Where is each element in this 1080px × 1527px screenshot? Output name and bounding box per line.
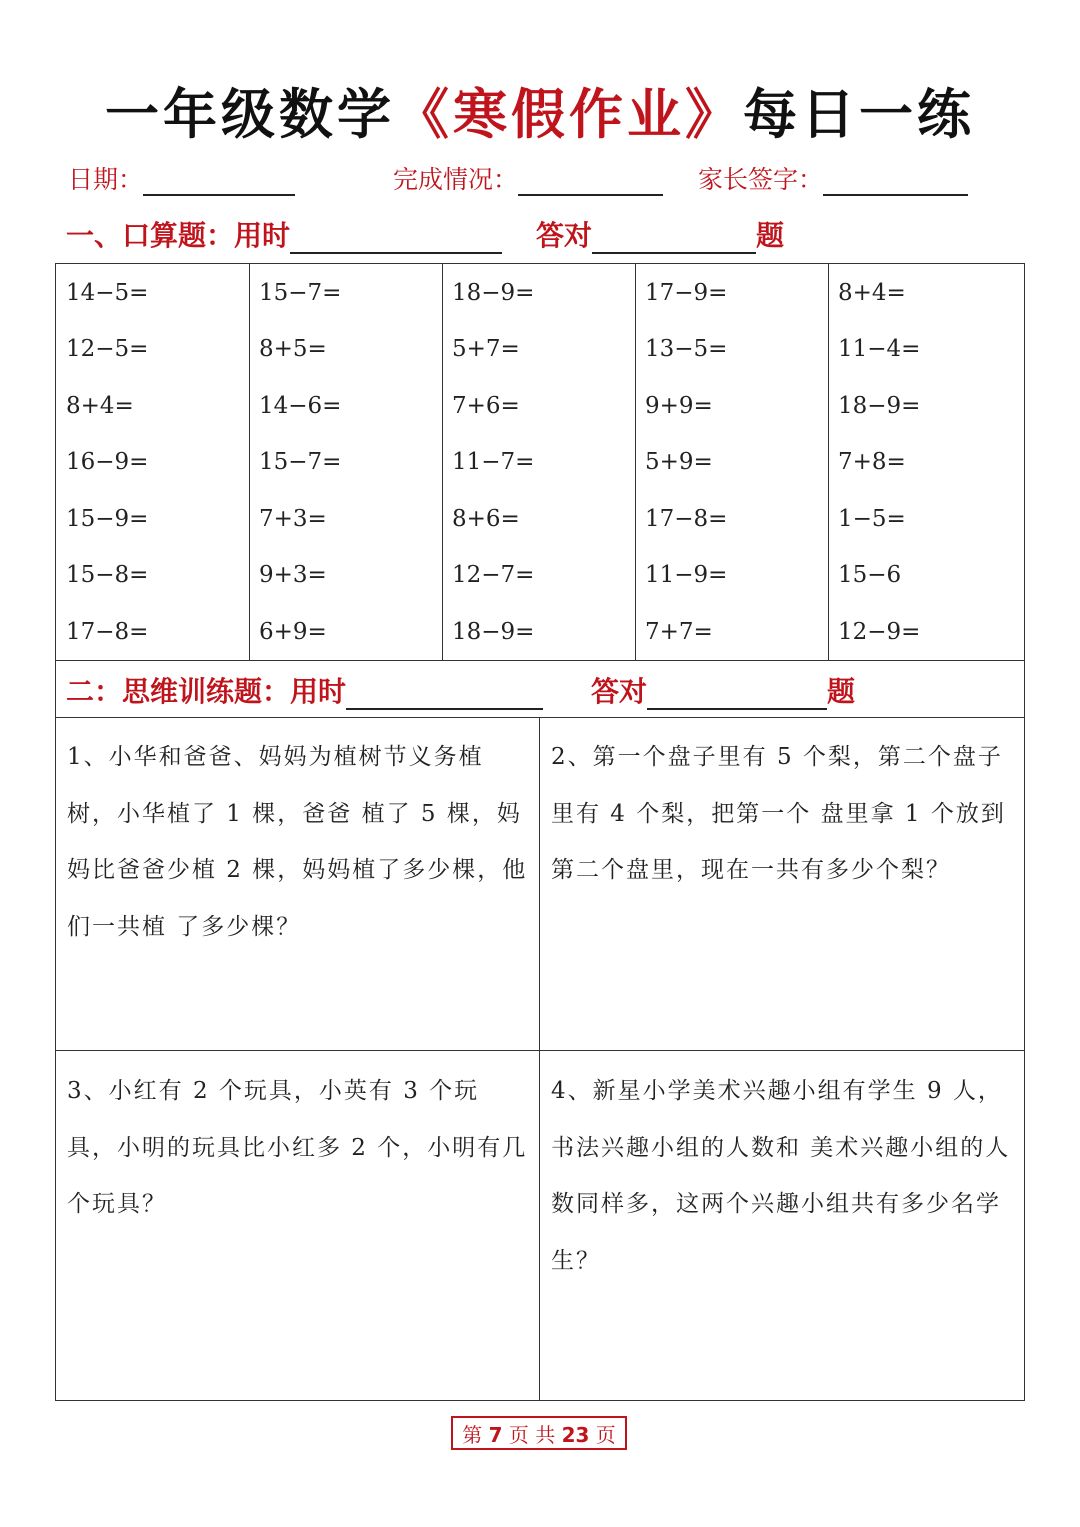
- equation: 5+9=: [645, 449, 713, 475]
- equation: 9+3=: [259, 562, 327, 588]
- current-page: 7: [488, 1423, 503, 1447]
- math-column-2: [249, 264, 443, 660]
- equation: 11−9=: [645, 562, 728, 588]
- equation: 12−5=: [66, 336, 149, 362]
- date-label: 日期：: [68, 165, 144, 194]
- problem-3: 3、小红有 2 个玩具，小英有 3 个玩具，小明的玩具比小红多 2 个，小明有几个玩具？: [67, 1078, 528, 1217]
- equation: 7+7=: [645, 619, 713, 645]
- equation: 8+4=: [66, 393, 134, 419]
- equation: 17−8=: [66, 619, 149, 645]
- section2-correct-label: 答对: [591, 675, 648, 708]
- signature-blank[interactable]: [823, 168, 968, 196]
- section1-correct-label: 答对: [536, 219, 593, 252]
- equation: 1−5=: [838, 506, 906, 532]
- equation: 18−9=: [452, 619, 535, 645]
- footer-prefix: 第: [462, 1423, 483, 1447]
- equation: 13−5=: [645, 336, 728, 362]
- section2-correct-blank[interactable]: [647, 678, 827, 710]
- section1-heading: [66, 214, 784, 254]
- equation: 15−8=: [66, 562, 149, 588]
- equation: 6+9=: [259, 619, 327, 645]
- section1-time-blank[interactable]: [290, 222, 502, 254]
- section2-heading: [66, 670, 855, 710]
- equation: 11−7=: [452, 449, 535, 475]
- math-column-5: [828, 264, 1024, 660]
- equation: 5+7=: [452, 336, 520, 362]
- equation: 12−7=: [452, 562, 535, 588]
- completion-label: 完成情况：: [393, 165, 519, 194]
- equation: 8+6=: [452, 506, 520, 532]
- equation: 7+8=: [838, 449, 906, 475]
- equation: 14−6=: [259, 393, 342, 419]
- equation: 15−6: [838, 562, 902, 588]
- equation: 9+9=: [645, 393, 713, 419]
- title-part3: 每日一练: [743, 83, 975, 146]
- equation: 15−7=: [259, 449, 342, 475]
- date-blank[interactable]: [143, 168, 295, 196]
- equation: 15−9=: [66, 506, 149, 532]
- equation: 8+5=: [259, 336, 327, 362]
- title-part2: 《寒假作业》: [395, 83, 743, 146]
- equation: 17−8=: [645, 506, 728, 532]
- equation: 14−5=: [66, 280, 149, 306]
- equation: 18−9=: [838, 393, 921, 419]
- signature-label: 家长签字：: [698, 165, 824, 194]
- completion-blank[interactable]: [518, 168, 663, 196]
- page-title: [0, 72, 1080, 149]
- problem-4: 4、新星小学美术兴趣小组有学生 9 人，书法兴趣小组的人数和 美术兴趣小组的人数同样多，这两个兴趣小组共有多少名学生？: [551, 1078, 1011, 1274]
- equation: 7+6=: [452, 393, 520, 419]
- title-part1: 一年级数学: [105, 83, 395, 146]
- completion-field: [393, 160, 663, 196]
- total-pages: 23: [561, 1423, 590, 1447]
- equation: 7+3=: [259, 506, 327, 532]
- math-column-3: [442, 264, 636, 660]
- section1-unit: 题: [756, 219, 785, 252]
- equation: 16−9=: [66, 449, 149, 475]
- footer-suffix: 页: [595, 1423, 616, 1447]
- equation: 8+4=: [838, 280, 906, 306]
- section2-label: 二：思维训练题：用时: [66, 675, 347, 708]
- section2-time-blank[interactable]: [346, 678, 543, 710]
- thinking-section: [55, 659, 1025, 1401]
- date-field: [68, 160, 295, 196]
- math-column-1: [56, 264, 250, 660]
- equation: 12−9=: [838, 619, 921, 645]
- mental-math-grid: [55, 263, 1025, 661]
- signature-field: [698, 160, 968, 196]
- equation: 17−9=: [645, 280, 728, 306]
- footer-middle: 页 共: [508, 1423, 556, 1447]
- section1-correct-blank[interactable]: [592, 222, 756, 254]
- page-footer: [451, 1416, 627, 1450]
- math-column-4: [635, 264, 829, 660]
- equation: 18−9=: [452, 280, 535, 306]
- equation: 15−7=: [259, 280, 342, 306]
- section1-label: 一、口算题：用时: [66, 219, 291, 252]
- equation: 11−4=: [838, 336, 921, 362]
- problem-2: 2、第一个盘子里有 5 个梨，第二个盘子里有 4 个梨，把第一个 盘里拿 1 个放到第二个盘里，现在一共有多少个梨？: [551, 744, 1006, 883]
- section2-unit: 题: [827, 675, 856, 708]
- problem-1: 1、小华和爸爸、妈妈为植树节义务植树，小华植了 1 棵，爸爸 植了 5 棵，妈妈比爸爸少植 2 棵，妈妈植了多少棵，他们一共植 了多少棵？: [67, 744, 528, 940]
